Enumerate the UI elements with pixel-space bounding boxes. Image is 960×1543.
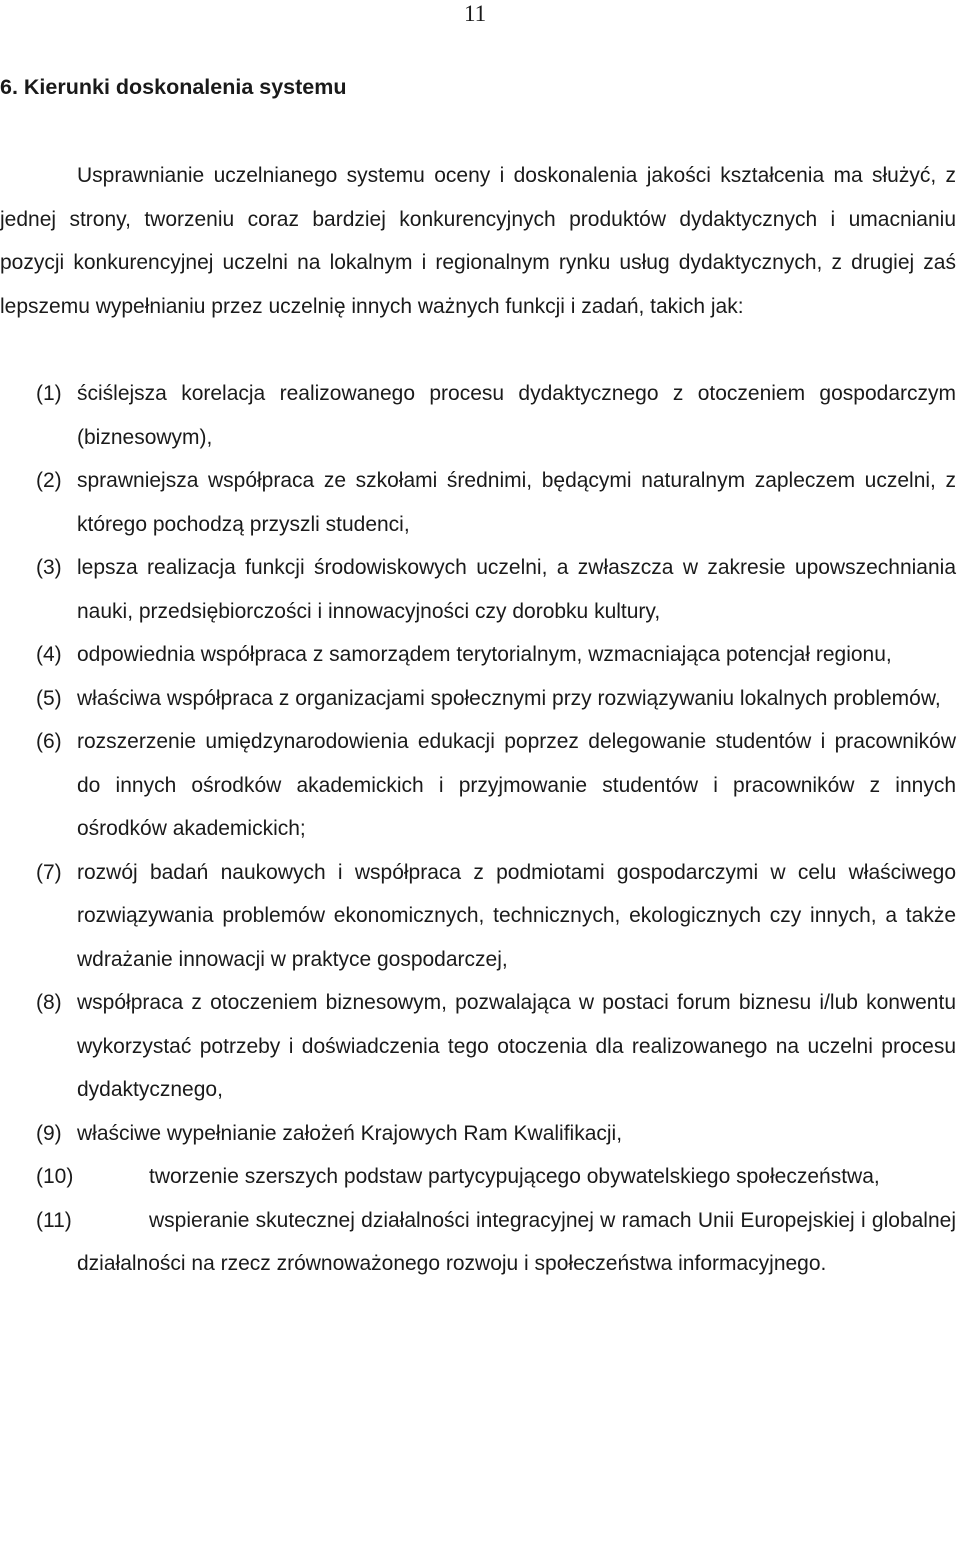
list-item-text: tworzenie szerszych podstaw partycypującego obywatelskiego społeczeństwa, [149,1165,880,1188]
intro-paragraph: Usprawnianie uczelnianego systemu oceny i doskonalenia jakości kształcenia ma służyć, z jednej strony, tworzeniu coraz bardziej konkurencyjnych produktów dydaktycznych i umacnianiu pozycji konkurencyjnej uczelni na lokalnym i regionalnym rynku usług dydaktycznych, z drugiej zaś lepszemu wypełnianiu przez uczelnię innych ważnych funkcji i zadań, takich jak: [0,164,956,318]
list-item-text: wspieranie skutecznej działalności integracyjnej w ramach Unii Europejskiej i globalnej działalności na rzecz zrównoważonego rozwoju i społeczeństwa informacyjnego. [77,1208,956,1275]
page-number: 11 [464,1,487,26]
list-item-number: (7) [36,860,62,884]
list-item-10 [0,1155,956,1199]
list-item-number: (5) [36,686,62,710]
list-item-text: właściwa współpraca z organizacjami społecznymi przy rozwiązywaniu lokalnych problemów, [77,686,941,710]
list-item-1 [0,372,956,459]
list-item-number: (8) [36,991,62,1014]
list-item-text: właściwe wypełnianie założeń Krajowych Ram Kwalifikacji, [77,1121,623,1145]
list-item-8 [0,981,956,1112]
list-item-text: rozszerzenie umiędzynarodowienia edukacji poprzez delegowanie studentów i pracowników do innych ośrodków akademickich i przyjmowanie studentów i pracowników z innych ośrodków akademickich; [77,730,956,840]
list-item-9 [0,1112,956,1156]
list-item-5 [0,677,956,721]
list-item-4 [0,633,956,677]
list-item-text: lepsza realizacja funkcji środowiskowych uczelni, a zwłaszcza w zakresie upowszechniania nauki, przedsiębiorczości i innowacyjności czy dorobku kultury, [77,556,956,623]
list-item-7 [0,851,956,982]
list-item-number: (1) [36,382,62,405]
list-item-number: (3) [36,556,62,579]
list-item-number: (10) [36,1165,74,1188]
list-item-text: sprawniejsza współpraca ze szkołami średnimi, będącymi naturalnym zapleczem uczelni, z którego pochodzą przyszli studenci, [77,469,956,536]
list-item-number: (4) [36,643,62,666]
list-item-text: współpraca z otoczeniem biznesowym, pozwalająca w postaci forum biznesu i/lub konwentu wykorzystać potrzeby i doświadczenia tego otoczenia dla realizowanego na uczelni procesu dydaktycznego, [77,991,956,1101]
section-title: 6. Kierunki doskonalenia systemu [0,75,347,99]
list-item-2 [0,459,956,546]
list-item-6 [0,720,956,851]
list-item-number: (9) [36,1121,62,1145]
list-item-number: (2) [36,469,62,492]
goals-list [0,372,956,1286]
list-item-text: odpowiednia współpraca z samorządem terytorialnym, wzmacniająca potencjał regionu, [77,643,892,666]
list-item-3 [0,546,956,633]
list-item-number: (6) [36,730,62,753]
list-item-text: ściślejsza korelacja realizowanego procesu dydaktycznego z otoczeniem gospodarczym (biznesowym), [77,382,956,449]
list-item-number: (11) [36,1208,72,1232]
list-item-11 [0,1199,956,1286]
list-item-text: rozwój badań naukowych i współpraca z podmiotami gospodarczymi w celu właściwego rozwiązywania problemów ekonomicznych, technicznych, ekologicznych czy innych, a także wdrażanie innowacji w praktyce gospodarczej, [77,860,956,971]
